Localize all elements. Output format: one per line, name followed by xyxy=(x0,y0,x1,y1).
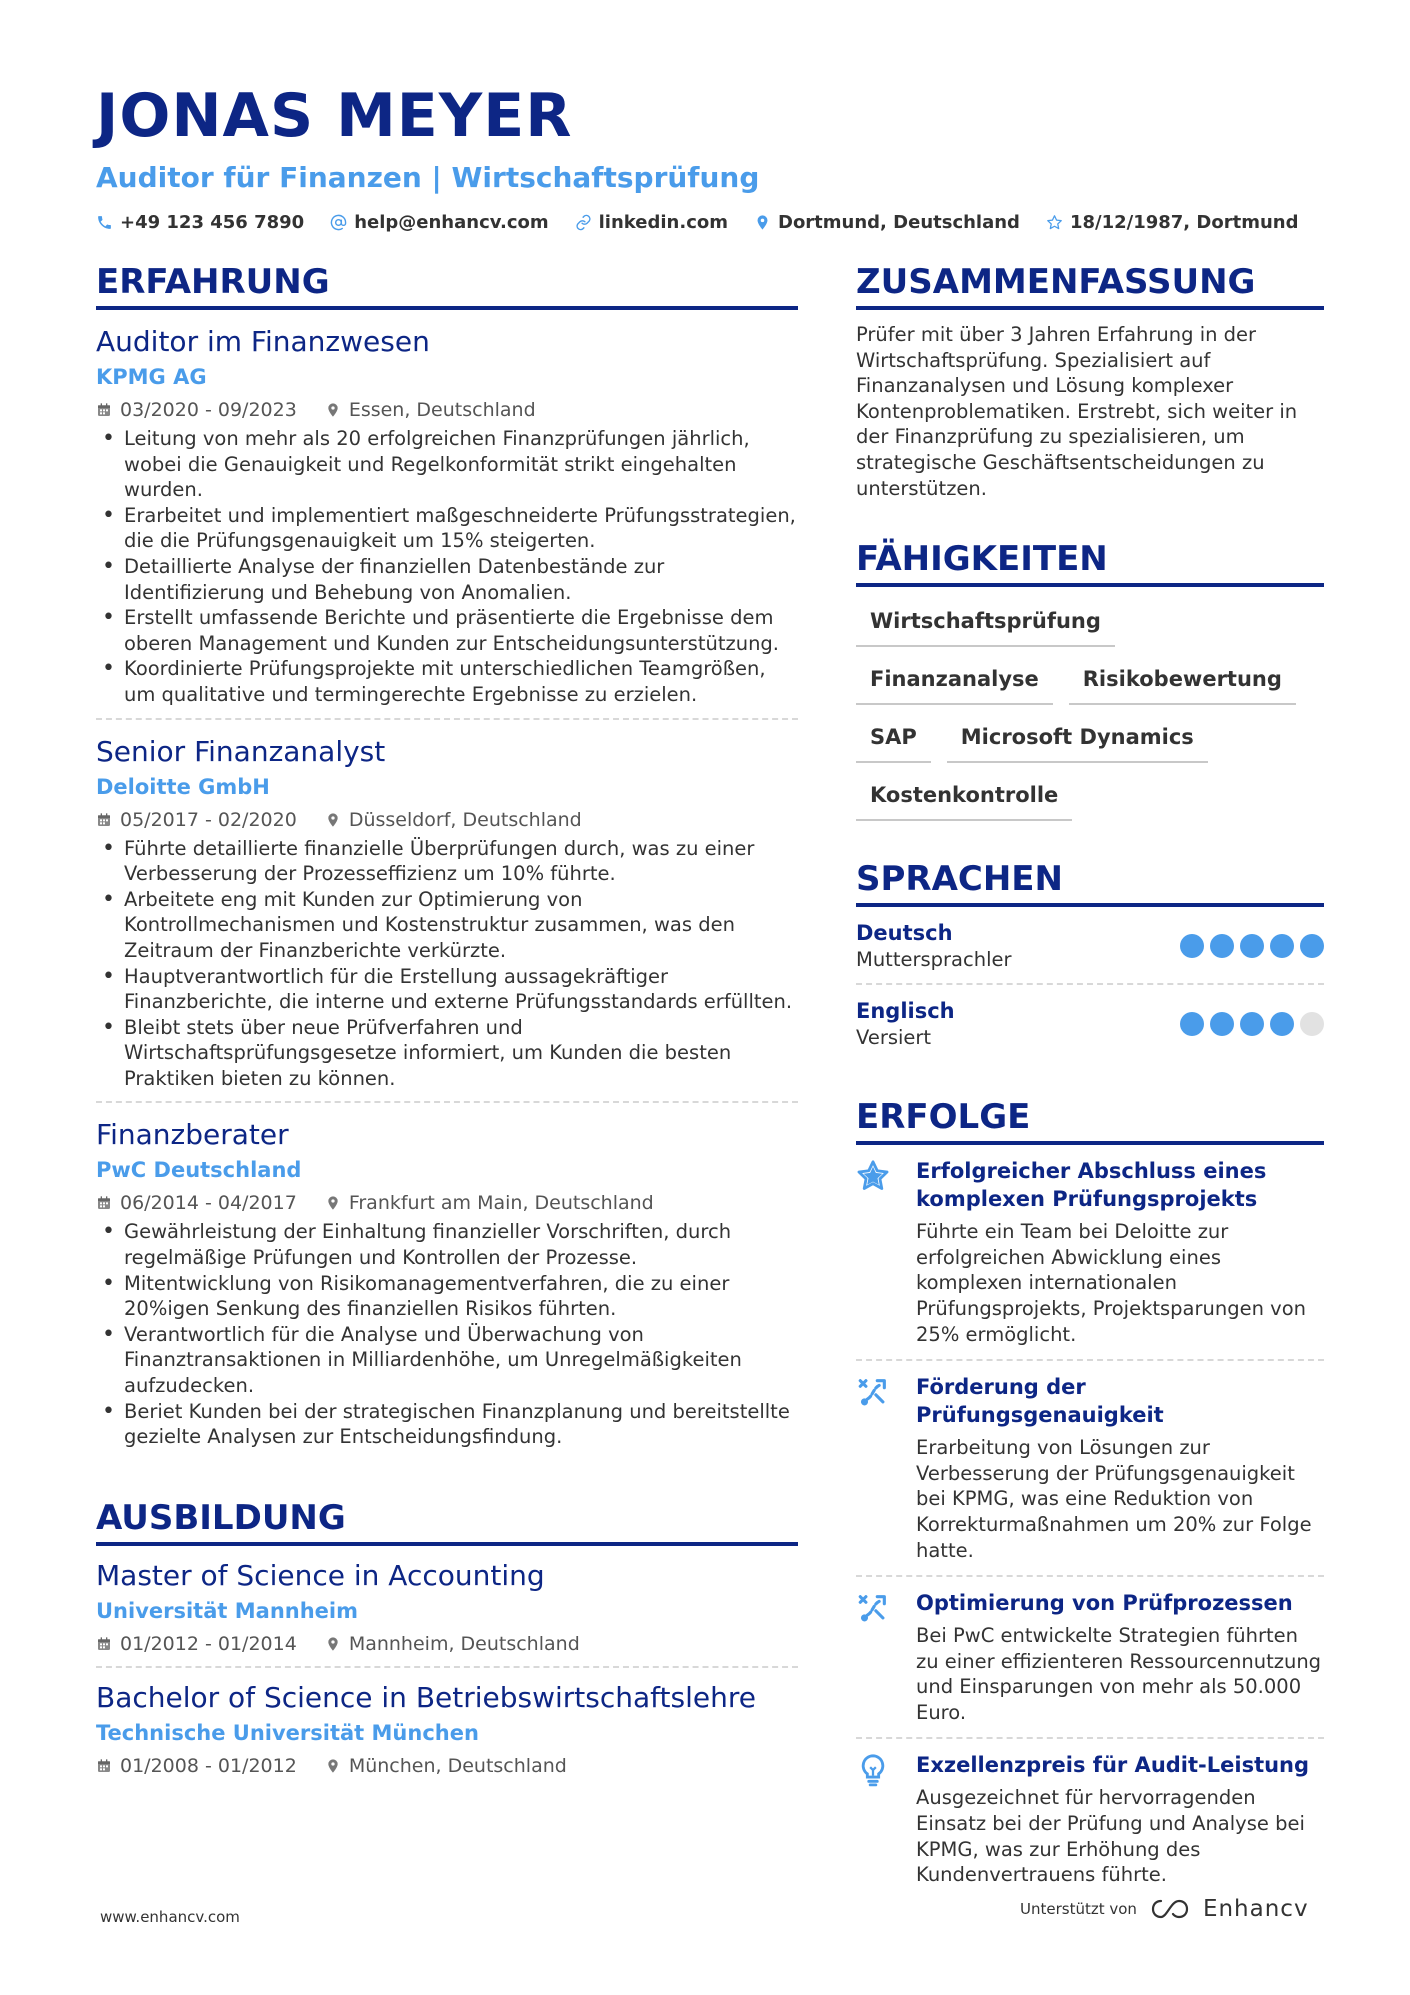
education-meta xyxy=(96,1630,798,1658)
education-entry xyxy=(96,1546,798,1668)
skill-tag: Risikobewertung xyxy=(1069,661,1296,705)
job-location: Essen, Deutschland xyxy=(325,396,536,424)
calendar-icon xyxy=(96,1636,112,1652)
skill-tag: Kostenkontrolle xyxy=(856,777,1072,821)
section-title-summary: ZUSAMMENFASSUNG xyxy=(856,262,1324,310)
languages-list xyxy=(856,907,1324,1061)
job-bullet: • Führte detaillierte finanzielle Überprüfungen durch, was zu einer Verbesserung der Prozesseffizienz um 10% führte. xyxy=(96,836,798,887)
education-location: München, Deutschland xyxy=(325,1752,567,1780)
school-name: Technische Universität München xyxy=(96,1720,479,1745)
location-pin-icon xyxy=(325,1758,341,1774)
calendar-icon xyxy=(96,402,112,418)
achievement-description: Bei PwC entwickelte Strategien führten zu einer effizienteren Ressourcennutzung und Einsparungen von mehr als 50.000 Euro. xyxy=(916,1624,1322,1724)
contact-linkedin[interactable]: linkedin.com xyxy=(575,212,728,233)
location-pin-icon xyxy=(325,402,341,418)
contact-phone[interactable]: +49 123 456 7890 xyxy=(96,212,304,233)
job-entry xyxy=(96,1103,798,1459)
section-title-languages: SPRACHEN xyxy=(856,859,1324,907)
achievement-icon xyxy=(856,1373,894,1563)
proficiency-dot xyxy=(1270,934,1294,958)
resume-header xyxy=(96,80,1316,233)
brand-logo[interactable]: Enhancv xyxy=(1149,1896,1309,1922)
achievement-title: Exzellenzpreis für Audit-Leistung xyxy=(916,1753,1310,1778)
proficiency-rating xyxy=(1180,1012,1324,1036)
job-bullet: • Erstellt umfassende Berichte und präsentierte die Ergebnisse dem oberen Management und Kunden zur Entscheidungsunterstützung. xyxy=(96,605,798,656)
job-dates: 05/2017 - 02/2020 xyxy=(96,806,297,834)
achievement-title: Förderung der Prüfungsgenauigkeit xyxy=(916,1375,1164,1428)
star-outline-icon xyxy=(1046,214,1063,231)
section-title-experience: ERFAHRUNG xyxy=(96,262,798,310)
proficiency-dot xyxy=(1210,934,1234,958)
link-icon xyxy=(575,214,592,231)
achievement-icon xyxy=(856,1589,894,1725)
language-entry xyxy=(856,985,1324,1061)
company-name: Deloitte GmbH xyxy=(96,774,270,799)
right-column xyxy=(856,262,1324,1900)
strategy-icon xyxy=(856,1375,890,1409)
skills-list xyxy=(856,603,1324,821)
skill-tag: Wirtschaftsprüfung xyxy=(856,603,1115,647)
language-entry xyxy=(856,907,1324,985)
job-bullet: • Hauptverantwortlich für die Erstellung aussagekräftiger Finanzberichte, die interne und externe Prüfungsstandards erfüllten. xyxy=(96,964,798,1015)
section-title-education: AUSBILDUNG xyxy=(96,1498,798,1546)
education-list xyxy=(96,1546,798,1788)
contact-bar xyxy=(96,212,1316,233)
section-title-skills: FÄHIGKEITEN xyxy=(856,539,1324,587)
job-bullet: • Detaillierte Analyse der finanziellen Datenbestände zur Identifizierung und Behebung von Anomalien. xyxy=(96,554,798,605)
degree-title: Master of Science in Accounting xyxy=(96,1558,545,1592)
achievements-list xyxy=(856,1145,1324,1900)
achievement-entry xyxy=(856,1739,1324,1899)
job-meta xyxy=(96,806,798,834)
proficiency-dot xyxy=(1240,1012,1264,1036)
achievement-entry xyxy=(856,1577,1324,1739)
section-title-achievements: ERFOLGE xyxy=(856,1097,1324,1145)
job-title: Finanzberater xyxy=(96,1118,289,1152)
calendar-icon xyxy=(96,1195,112,1211)
skill-tag: Finanzanalyse xyxy=(856,661,1053,705)
language-level: Versiert xyxy=(856,1026,932,1050)
proficiency-dot xyxy=(1300,934,1324,958)
job-bullet: • Leitung von mehr als 20 erfolgreichen Finanzprüfungen jährlich, wobei die Genauigkeit und Regelkonformität strikt eingehalten wurden. xyxy=(96,426,798,503)
language-level: Muttersprachler xyxy=(856,948,1012,972)
star-icon xyxy=(856,1159,890,1193)
job-bullet: • Bleibt stets über neue Prüfverfahren und Wirtschaftsprüfungsgesetze informiert, um Kunden die besten Praktiken bieten zu können. xyxy=(96,1015,798,1092)
job-bullet: • Mitentwicklung von Risikomanagementverfahren, die zu einer 20%igen Senkung des finanziellen Risikos führten. xyxy=(96,1271,798,1322)
education-dates: 01/2012 - 01/2014 xyxy=(96,1630,297,1658)
location-pin-icon xyxy=(754,214,771,231)
company-name: PwC Deutschland xyxy=(96,1158,302,1183)
job-dates: 03/2020 - 09/2023 xyxy=(96,396,297,424)
job-meta xyxy=(96,1189,798,1217)
school-name: Universität Mannheim xyxy=(96,1598,358,1623)
proficiency-dot xyxy=(1270,1012,1294,1036)
location-pin-icon xyxy=(325,1636,341,1652)
language-name: Englisch xyxy=(856,999,955,1024)
experience-list xyxy=(96,310,798,1460)
job-bullets xyxy=(96,836,798,1092)
at-icon xyxy=(330,214,347,231)
footer-branding xyxy=(1020,1896,1309,1922)
proficiency-dot xyxy=(1180,1012,1204,1036)
proficiency-dot xyxy=(1180,934,1204,958)
education-entry xyxy=(96,1668,798,1788)
job-location: Düsseldorf, Deutschland xyxy=(325,806,582,834)
powered-by-label: Unterstützt von xyxy=(1020,1900,1137,1918)
achievement-icon xyxy=(856,1157,894,1347)
job-bullet: • Beriet Kunden bei der strategischen Finanzplanung und bereitstellte gezielte Analysen zur Entscheidungsfindung. xyxy=(96,1399,798,1450)
skill-tag: Microsoft Dynamics xyxy=(947,719,1208,763)
job-bullet: • Koordinierte Prüfungsprojekte mit unterschiedlichen Teamgrößen, um qualitative und termingerechte Ergebnisse zu erzielen. xyxy=(96,656,798,707)
achievement-entry xyxy=(856,1145,1324,1361)
lightbulb-icon xyxy=(856,1753,890,1787)
candidate-name: JONAS MEYER xyxy=(96,81,573,151)
company-name: KPMG AG xyxy=(96,365,207,389)
skill-tag: SAP xyxy=(856,719,931,763)
job-bullet: • Arbeitete eng mit Kunden zur Optimierung von Kontrollmechanismen und Kostenstruktur zusammen, was den Zeitraum der Finanzberichte verkürzte. xyxy=(96,887,798,964)
proficiency-dot xyxy=(1210,1012,1234,1036)
proficiency-dot xyxy=(1240,934,1264,958)
achievement-title: Erfolgreicher Abschluss eines komplexen Prüfungsprojekts xyxy=(916,1159,1267,1212)
job-bullets xyxy=(96,426,798,708)
contact-email[interactable]: help@enhancv.com xyxy=(330,212,548,233)
calendar-icon xyxy=(96,812,112,828)
job-bullet: • Erarbeitet und implementiert maßgeschneiderte Prüfungsstrategien, die die Prüfungsgenauigkeit um 15% steigerten. xyxy=(96,503,798,554)
degree-title: Bachelor of Science in Betriebswirtschaftslehre xyxy=(96,1680,756,1714)
infinity-logo-icon xyxy=(1149,1897,1195,1921)
phone-icon xyxy=(96,214,113,231)
language-name: Deutsch xyxy=(856,921,953,946)
education-dates: 01/2008 - 01/2012 xyxy=(96,1752,297,1780)
footer-website[interactable]: www.enhancv.com xyxy=(100,1908,240,1926)
job-entry xyxy=(96,720,798,1104)
achievement-title: Optimierung von Prüfprozessen xyxy=(916,1591,1293,1616)
proficiency-rating xyxy=(1180,934,1324,958)
left-column xyxy=(96,262,798,1788)
job-location: Frankfurt am Main, Deutschland xyxy=(325,1189,654,1217)
achievement-entry xyxy=(856,1361,1324,1577)
proficiency-dot xyxy=(1300,1012,1324,1036)
job-entry xyxy=(96,310,798,720)
job-dates: 06/2014 - 04/2017 xyxy=(96,1189,297,1217)
location-pin-icon xyxy=(325,812,341,828)
summary-text: Prüfer mit über 3 Jahren Erfahrung in der Wirtschaftsprüfung. Spezialisiert auf Finanzanalysen und Lösung komplexer Kontenproblematiken. Erstrebt, sich weiter in der Finanzprüfung zu spezialisieren, um strategische Geschäftsentscheidungen zu unterstützen. xyxy=(856,323,1298,500)
contact-birth: 18/12/1987, Dortmund xyxy=(1046,212,1299,233)
calendar-icon xyxy=(96,1758,112,1774)
location-pin-icon xyxy=(325,1195,341,1211)
achievement-icon xyxy=(856,1751,894,1887)
achievement-description: Erarbeitung von Lösungen zur Verbesserung der Prüfungsgenauigkeit bei KPMG, was eine Reduktion von Korrekturmaßnahmen um 20% zur Folge hatte. xyxy=(916,1436,1312,1562)
strategy-icon xyxy=(856,1591,890,1625)
education-meta xyxy=(96,1752,798,1780)
contact-location: Dortmund, Deutschland xyxy=(754,212,1020,233)
job-meta xyxy=(96,396,798,424)
job-title: Auditor im Finanzwesen xyxy=(96,325,430,358)
job-bullet: • Verantwortlich für die Analyse und Überwachung von Finanztransaktionen in Milliardenhöhe, um Unregelmäßigkeiten aufzudecken. xyxy=(96,1322,798,1399)
candidate-headline: Auditor für Finanzen | Wirtschaftsprüfung xyxy=(96,161,760,194)
job-bullet: • Gewährleistung der Einhaltung finanzieller Vorschriften, durch regelmäßige Prüfungen und Kontrollen der Prozesse. xyxy=(96,1219,798,1270)
education-location: Mannheim, Deutschland xyxy=(325,1630,580,1658)
achievement-description: Führte ein Team bei Deloitte zur erfolgreichen Abwicklung eines komplexen internationalen Prüfungsprojekts, Projektsparungen von 25% ermöglicht. xyxy=(916,1220,1306,1346)
job-title: Senior Finanzanalyst xyxy=(96,734,386,768)
job-bullets xyxy=(96,1219,798,1449)
achievement-description: Ausgezeichnet für hervorragenden Einsatz bei der Prüfung und Analyse bei KPMG, was zur Erhöhung des Kundenvertrauens führte. xyxy=(916,1786,1305,1887)
